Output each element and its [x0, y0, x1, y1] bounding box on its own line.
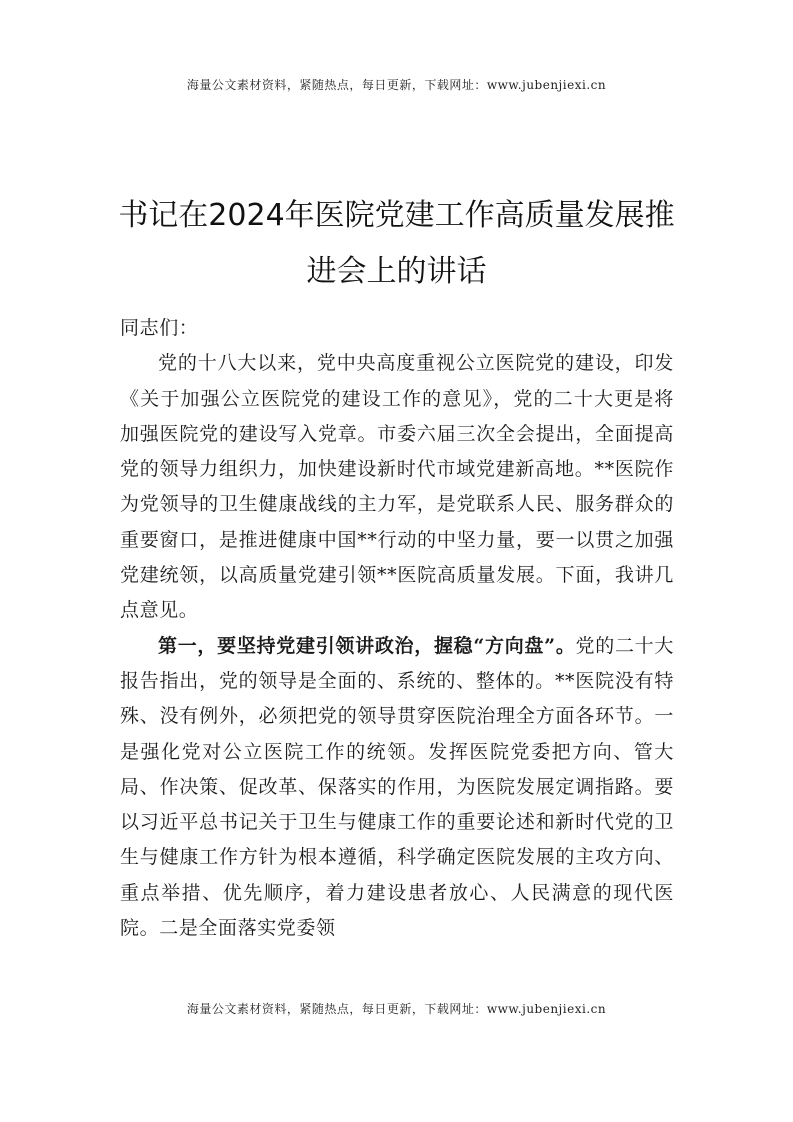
header-text: 海量公文素材资料，紧随热点，每日更新，下载网址：www.jubenjiexi.cn [186, 78, 607, 92]
paragraph-2-heading: 第一，要坚持党建引领讲政治，握稳“方向盘”。 [158, 634, 576, 657]
document-title [110, 188, 683, 300]
greeting: 同志们： [120, 317, 199, 339]
page-footer [0, 1000, 793, 1017]
title-line-2: 进会上的讲话 [306, 254, 487, 290]
title-line-1: 书记在2024年医院党建工作高质量发展推 [118, 198, 675, 234]
paragraph-2-body: 党的二十大报告指出，党的领导是全面的、系统的、整体的。**医院没有特殊、没有例外，必须把党的领导贯穿医院治理全方面各环节。一是强化党对公立医院工作的统领。发挥医院党委把方向、管大局、作决策、促改革、保落实的作用，为医院发展定调指路。要以习近平总书记关于卫生与健康工作的重要论述和新时代党的卫生与健康工作方针为根本遵循，科学确定医院发展的主攻方向、重点举措、优先顺序，着力建设患者放心、人民满意的现代医院。二是全面落实党委领 [120, 634, 674, 940]
page-header [0, 76, 793, 93]
paragraph-2 [120, 629, 674, 947]
paragraph-1: 党的十八大以来，党中央高度重视公立医院党的建设，印发《关于加强公立医院党的建设工作的意见》，党的二十大更是将加强医院党的建设写入党章。市委六届三次全会提出，全面提高党的领导力组织力，加快建设新时代市域党建新高地。**医院作为党领导的卫生健康战线的主力军，是党联系人民、服务群众的重要窗口，是推进健康中国**行动的中坚力量，要一以贯之加强党建统领，以高质量党建引领**医院高质量发展。下面，我讲几点意见。 [120, 352, 674, 622]
footer-text: 海量公文素材资料，紧随热点，每日更新，下载网址：www.jubenjiexi.cn [186, 1002, 607, 1016]
document-body [120, 311, 674, 946]
